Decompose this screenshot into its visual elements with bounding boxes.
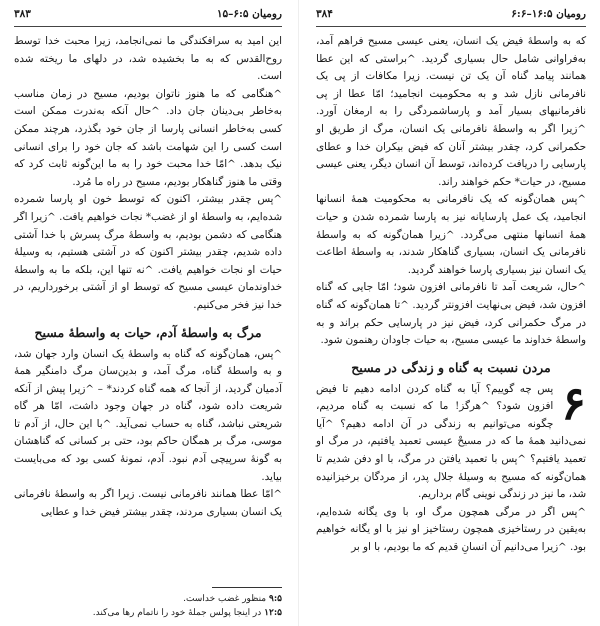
left-running-head [14, 8, 282, 27]
footnote-rule [212, 587, 282, 588]
footnote-1 [14, 592, 282, 606]
left-paragraph-1: این امید به سرافکندگی ما نمی‌انجامد، زیرا محبت خدا توسط روح‌القدس که به ما بخشیده شد، در دلهای ما ریخته شده است. [14, 35, 282, 83]
right-page-number: ۳۸۴ [316, 8, 333, 20]
left-section-heading: مرگ به واسطهٔ آدم، حیات به واسطهٔ مسیح [34, 324, 262, 340]
right-running-head [316, 8, 586, 27]
right-section-heading: مردن نسبت به گناه و زندگی در مسیح [351, 359, 551, 375]
left-paragraph-2: ^هنگامی که ما هنوز ناتوان بودیم، مسیح در زمان مناسب به‌خاطر بی‌دینان جان داد. ^حال آنکه به‌ندرت ممکن است کسی به‌خاطر انسانی پارسا از جان خود بگذرد، هرچند ممکن است کسی را این شهامت باشد که جان خود را برای انسانی نیک بدهد. ^امّا خدا محبت خود را به ما این‌گونه ثابت کرد که وقتی ما هنوز گناهکار بودیم، مسیح در راه ما مُرد. [14, 87, 282, 188]
right-paragraph-1: که به واسطهٔ فیض یک انسان، یعنی عیسی مسیح فراهم آمد، به‌فراوانی شامل حال بسیاری گردید. ^براستی که این عطا همانند پیامد گناه آن یک تن نیست. زیرا مکافات از پی یک نافرمانی نازل شد و به محکومیت انجامید؛ امّا عطا از پی نافرمانیهای بسیار آمد و پارساشمردگی را به ارمغان آورد. ^زیرا اگر به واسطهٔ نافرمانی یک انسان، مرگ از طریق او حکمرانی کرد، چقدر بیشتر آنان که فیض بیکران خدا و عطای پارسایی را دریافت کرده‌اند، توسط آن انسان دیگر، یعنی عیسی مسیح، در حیات* حکم خواهند راند. [316, 35, 586, 188]
footnote-1-ref: ۹:۵ [269, 594, 282, 604]
right-running-title: رومیان ۱۶:۵–۶:۶ [511, 8, 586, 20]
right-page [300, 0, 600, 626]
right-paragraph-5: ^پس اگر در مرگی همچون مرگ او، با وی یگانه شده‌ایم، به‌یقین در رستاخیزی همچون رستاخیز او نیز با او یگانه خواهیم بود. ^زیرا می‌دانیم آن انسانِ قدیم که ما بودیم، با او بر [316, 505, 586, 554]
chapter-number: ۶ [561, 375, 586, 430]
right-body-text [316, 33, 586, 557]
right-paragraph-3: ^حال، شریعت آمد تا نافرمانی افزون شود؛ امّا جایی که گناه افزون شد، فیض بی‌نهایت افزونتر گردید. ^تا همان‌گونه که گناه در مرگ حکمرانی کرد، فیض نیز در پارسایی حکم براند و به واسطهٔ خداوند ما عیسی مسیح، به حیات جاودان رهنمون شود. [316, 281, 586, 347]
left-running-title: رومیان ۶:۵–۱۵ [216, 8, 282, 20]
left-paragraph-3: ^پس چقدر بیشتر، اکنون که توسط خون او پارسا شمرده شده‌ایم، به واسطهٔ او از غضب* نجات خواهیم یافت. ^زیرا اگر هنگامی که دشمن بودیم، به واسطهٔ مرگ پسرش با خدا آشتی داده شدیم، چقدر بیشتر اکنون که در آشتی هستیم، به وسیلهٔ حیات او نجات خواهیم یافت. ^نه تنها این، بلکه ما به واسطهٔ خداوندمان عیسی مسیح که توسط او از آشتی برخورداریم، در خدا نیز فخر می‌کنیم. [14, 193, 282, 311]
left-page-number: ۳۸۳ [14, 8, 31, 20]
left-body-text [14, 33, 282, 521]
right-paragraph-4: پس چه گوییم؟ آیا به گناه کردن ادامه دهیم تا فیض افزون شود؟ ^هرگز! ما که نسبت به گناه مردیم، چگونه می‌توانیم به زندگی در آن ادامه دهیم؟ ^آیا نمی‌دانید همهٔ ما که در مسیحْ عیسی تعمید یافتیم، در مرگ او تعمید یافتیم؟ ^پس با تعمید یافتن در مرگ، با او دفن شدیم تا همان‌گونه که مسیح به وسیلهٔ جلال پدر، از مردگان برخیزانیده شد، ما نیز در زندگی نوینی گام برداریم. [316, 382, 586, 501]
footnote-2-ref: ۱۲:۵ [264, 608, 282, 618]
chapter-opening [316, 375, 586, 504]
left-footnotes [14, 587, 282, 620]
footnote-2 [14, 606, 282, 620]
left-paragraph-4: ^پس، همان‌گونه که گناه به واسطهٔ یک انسان وارد جهان شد، و به واسطهٔ گناه، مرگ آمد، و بدین‌سان مرگ دامنگیر همهٔ آدمیان گردید، از آنجا که همه گناه کردند* – ^زیرا پیش از آنکه شریعت داده شود، گناه در جهان وجود داشت، امّا هر گاه شریعتی نباشد، گناه به حساب نمی‌آید. ^با این حال، از آدم تا موسی، مرگ بر همگان حاکم بود، حتی بر کسانی که گناهشان به گونهٔ سرپیچی آدم نبود. آدم، نمونهٔ کسی بود که می‌بایست بیاید. [14, 347, 282, 483]
right-paragraph-2: ^پس همان‌گونه که یک نافرمانی به محکومیت همهٔ انسانها انجامید، یک عمل پارسایانه نیز به پارسا شمرده شدن و حیات همهٔ انسانها منتهی می‌گردد. ^زیرا همان‌گونه که به واسطهٔ نافرمانی یک انسان، بسیاری گناهکار شدند، به واسطهٔ اطاعت یک انسان نیز بسیاری پارسا خواهند گردید. [316, 193, 586, 276]
footnote-2-text: در اینجا پولس جملهٔ خود را ناتمام رها می‌کند. [92, 608, 262, 618]
left-paragraph-5: ^امّا عطا همانند نافرمانی نیست. زیرا اگر به واسطهٔ نافرمانی یک انسان بسیاری مردند، چقدر بیشتر فیض خدا و عطایی [14, 488, 282, 518]
footnote-1-text: منظور غضب خداست. [183, 594, 267, 604]
